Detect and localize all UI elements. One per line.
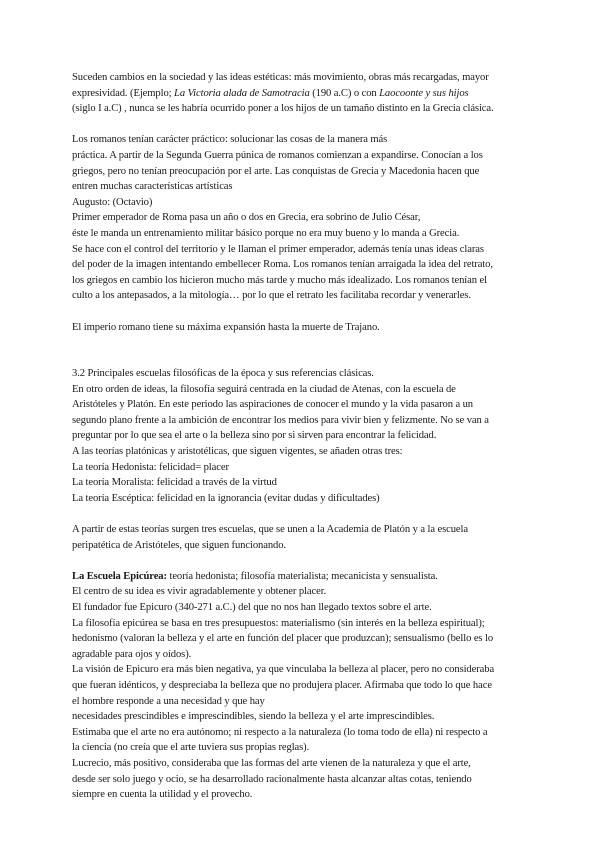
text-line: la ciencia (no creía que el arte tuviera sus propias reglas). (72, 742, 310, 754)
text-line: A las teorías platónicas y aristotélicas, que siguen vigentes, se añaden otras tres: (72, 446, 403, 458)
text-line (72, 86, 550, 102)
text-line: Los romanos tenían carácter práctico: solucionar las cosas de la manera más (72, 134, 388, 146)
text-line: Lucrecio, más positivo, consideraba que las formas del arte vienen de la naturaleza y que el arte, (72, 757, 471, 769)
section-epicurean-school (72, 569, 550, 803)
text-line: agradable para ojos y oídos). (72, 648, 192, 660)
text-line: peripatética de Aristóteles, que siguen funcionando. (72, 539, 286, 551)
text-run: (190 a.C) o con (309, 87, 380, 99)
text-run: teoría hedonista; filosofía materialista; mecanicista y sensualista. (166, 570, 438, 582)
text-line: que fueran idénticos, y despreciaba la belleza que no produjera placer. Afirmaba que todo lo que hace (72, 679, 492, 691)
text-line: preguntar por lo que sea el arte o la belleza sino por si sirven para encontrar la felicidad. (72, 430, 437, 442)
text-line: (siglo I a.C) , nunca se les habría ocurrido poner a los hijos de un tamaño distinto en la Grecia clásica. (72, 103, 494, 115)
text-line: El centro de su idea es vivir agradablemente y obtener placer. (72, 586, 327, 598)
text-line: entren muchas características artísticas (72, 181, 233, 193)
text-line: del poder de la imagen intentando embellecer Roma. Los romanos tenían arraigada la idea del retrato, (72, 259, 493, 271)
paragraph-aesthetic-changes (72, 70, 550, 117)
section-philosophical-schools (72, 366, 550, 506)
paragraph-romans (72, 132, 550, 304)
text-line: Estimaba que el arte no era autónomo; ni respecto a la naturaleza (lo toma todo de ella) ni respecto a (72, 726, 488, 738)
text-line (72, 569, 550, 585)
text-line: La teoría Escéptica: felicidad en la ignorancia (evitar dudas y dificultades) (72, 492, 380, 504)
section-heading: 3.2 Principales escuelas filosóficas de la época y sus referencias clásicas. (72, 368, 374, 380)
text-line: segundo plano frente a la ambición de encontrar los medios para vivir bien y felizmente. No se van a (72, 414, 489, 426)
text-line: Augusto: (Octavio) (72, 196, 153, 208)
text-line: hedonismo (valoran la belleza y el arte en función del placer que produzcan); sensualismo (bello es lo (72, 633, 494, 645)
text-line: siempre en cuenta la utilidad y el provecho. (72, 789, 253, 801)
text-line: La visión de Epicuro era más bien negativa, ya que vinculaba la belleza al placer, pero no consideraba (72, 664, 495, 676)
text-line: Se hace con el control del territorio y le llaman el primer emperador, además tenía unas ideas claras (72, 243, 484, 255)
text-line: Aristóteles y Platón. En este periodo las aspiraciones de conocer el mundo y la vida pasaron a un (72, 399, 473, 411)
text-line: culto a los antepasados, a la mitología… por lo que el retrato les facilitaba recordar y venerarles. (72, 290, 471, 302)
text-line: Suceden cambios en la sociedad y las ideas estéticas: más movimiento, obras más recargadas, mayor (72, 72, 489, 83)
paragraph-three-schools (72, 522, 550, 553)
text-line: La teoría Moralista: felicidad a través de la virtud (72, 477, 277, 489)
school-heading: La Escuela Epicúrea: (72, 570, 167, 582)
text-line: En otro orden de ideas, la filosofía seguirá centrada en la ciudad de Atenas, con la escuela de (72, 383, 456, 395)
text-line: A partir de estas teorías surgen tres escuelas, que se unen a la Academia de Platón y a la escuela (72, 524, 468, 536)
text-line: El fundador fue Epicuro (340-271 a.C.) del que no nos han llegado textos sobre el arte. (72, 602, 432, 613)
text-line: La filosofía epicúrea se basa en tres presupuestos: materialismo (sin interés en la belleza espiritual); (72, 617, 485, 629)
text-line: éste le manda un entrenamiento militar básico porque no era muy bueno y lo manda a Grecia. (72, 227, 460, 239)
text-line: griegos, pero no tenían preocupación por el arte. Las conquistas de Grecia y Macedonia hacen que (72, 165, 480, 177)
paragraph-trajan (72, 320, 550, 336)
artwork-title: La Victoria alada de Samotracia (174, 87, 310, 99)
text-line: práctica. A partir de la Segunda Guerra púnica de romanos comienzan a expandirse. Conocían a los (72, 149, 483, 161)
text-line: La teoría Hedonista: felicidad= placer (72, 461, 229, 473)
artwork-title: Laocoonte y sus hijos (379, 87, 469, 99)
text-line: el hombre responde a una necesidad y que hay (72, 695, 265, 707)
text-run: expresividad. (Ejemplo; (72, 87, 175, 99)
text-line: desde ser solo juego y ocio, se ha desarrollado racionalmente hasta alcanzar altas cotas, teniendo (72, 773, 472, 785)
text-line: necesidades prescindibles e imprescindibles, siendo la belleza y el arte imprescindibles. (72, 711, 435, 723)
text-line: los griegos en cambio los hicieron mucho más tarde y mucho más idealizado. Los romanos tenían el (72, 274, 487, 286)
text-line: El imperio romano tiene su máxima expansión hasta la muerte de Trajano. (72, 321, 380, 333)
text-line: Primer emperador de Roma pasa un año o dos en Grecia, era sobrino de Julio César, (72, 212, 421, 224)
